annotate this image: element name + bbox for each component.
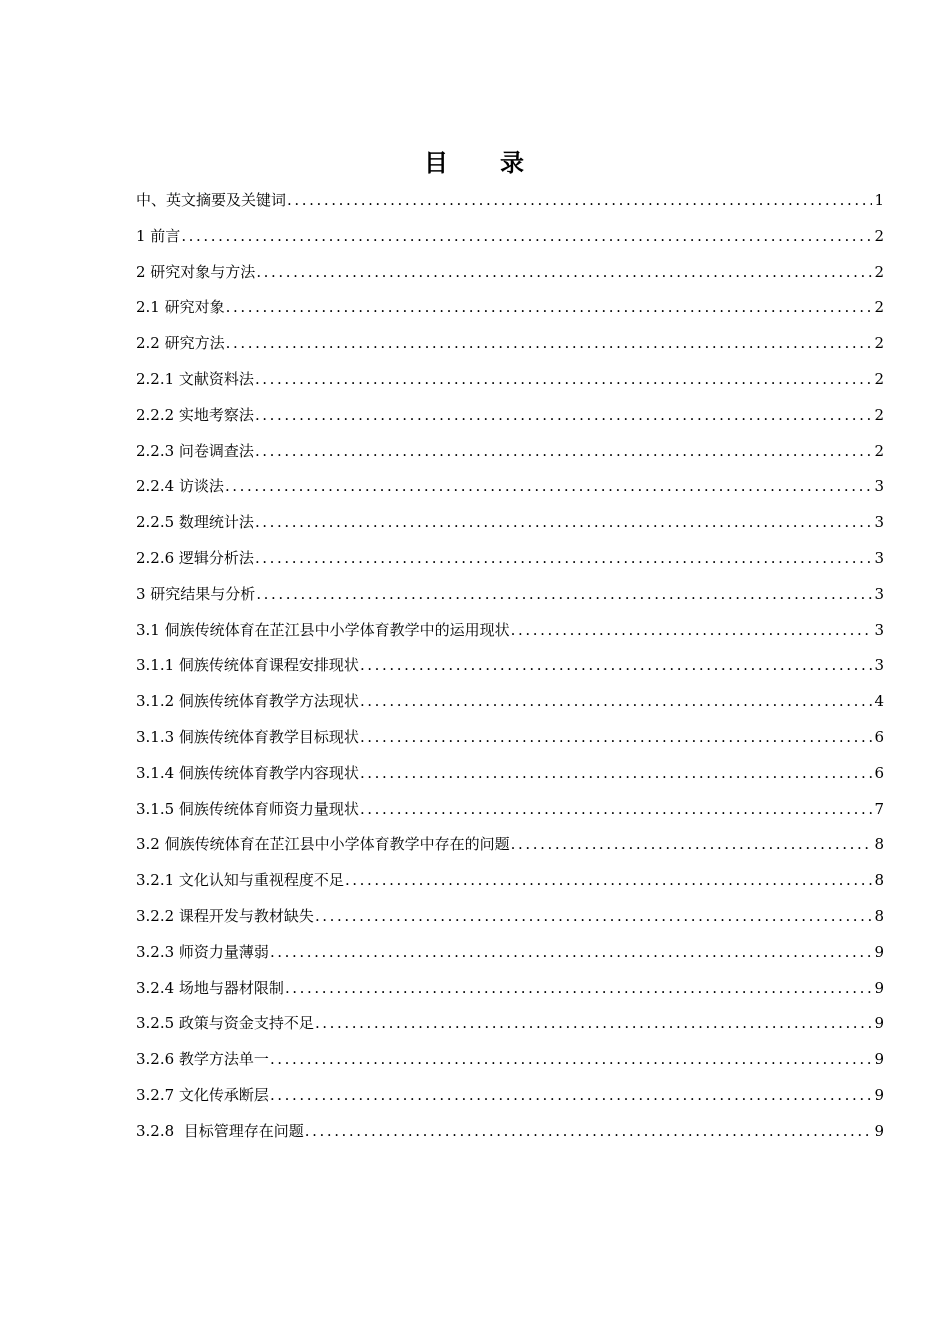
toc-entry-page: 3: [874, 477, 884, 496]
toc-entry-page: 8: [874, 871, 884, 890]
toc-entry[interactable]: [136, 720, 884, 756]
toc-entry[interactable]: [136, 398, 884, 434]
toc-entry-page: 7: [874, 799, 884, 818]
toc-dot-leader: [226, 290, 873, 326]
toc-dot-leader: [256, 255, 872, 291]
toc-entry[interactable]: [136, 613, 884, 649]
toc-dot-leader: [511, 827, 873, 863]
toc-entry[interactable]: [136, 326, 884, 362]
toc-dot-leader: [360, 792, 873, 828]
toc-entry-label: 3.2.5 政策与资金支持不足: [136, 1014, 314, 1033]
toc-entry-page: 8: [874, 835, 884, 854]
toc-entry[interactable]: [136, 648, 884, 684]
toc-entry-label: 3.2 侗族传统体育在芷江县中小学体育教学中存在的问题: [136, 835, 510, 854]
toc-entry[interactable]: [136, 362, 884, 398]
toc-entry-page: 2: [874, 334, 884, 353]
toc-entry-label: 1 前言: [136, 226, 181, 245]
toc-entry-page: 9: [874, 1050, 884, 1069]
toc-dot-leader: [305, 1114, 873, 1150]
toc-entry[interactable]: [136, 577, 884, 613]
toc-dot-leader: [315, 899, 873, 935]
toc-entry-page: 9: [874, 942, 884, 961]
toc-entry-page: 9: [874, 1121, 884, 1140]
toc-entry-page: 2: [874, 441, 884, 460]
toc-dot-leader: [255, 505, 873, 541]
toc-entry-page: 6: [874, 727, 884, 746]
toc-entry[interactable]: [136, 219, 884, 255]
toc-list: [136, 183, 884, 1150]
toc-entry[interactable]: [136, 827, 884, 863]
toc-entry[interactable]: [136, 1006, 884, 1042]
toc-dot-leader: [270, 1042, 873, 1078]
toc-entry-page: 2: [874, 369, 884, 388]
toc-entry-label: 3.1.4 侗族传统体育教学内容现状: [136, 763, 359, 782]
toc-dot-leader: [360, 756, 873, 792]
toc-entry-label: 3.1.3 侗族传统体育教学目标现状: [136, 727, 359, 746]
toc-entry-label: 3 研究结果与分析: [136, 584, 256, 603]
toc-dot-leader: [256, 577, 872, 613]
toc-dot-leader: [360, 720, 873, 756]
toc-dot-leader: [255, 434, 873, 470]
toc-entry-label: 3.1 侗族传统体育在芷江县中小学体育教学中的运用现状: [136, 620, 510, 639]
toc-dot-leader: [360, 684, 873, 720]
toc-dot-leader: [315, 1006, 873, 1042]
toc-title-char-1: 目: [424, 149, 450, 177]
toc-dot-leader: [270, 1078, 873, 1114]
toc-entry-page: 9: [874, 978, 884, 997]
toc-entry[interactable]: [136, 971, 884, 1007]
toc-entry-label: 3.1.5 侗族传统体育师资力量现状: [136, 799, 359, 818]
toc-entry-page: 8: [874, 906, 884, 925]
toc-entry[interactable]: [136, 1042, 884, 1078]
toc-entry-page: 6: [874, 763, 884, 782]
toc-entry-label: 2.2.6 逻辑分析法: [136, 548, 254, 567]
toc-dot-leader: [511, 613, 873, 649]
toc-entry[interactable]: [136, 684, 884, 720]
toc-entry-label: 3.2.2 课程开发与教材缺失: [136, 906, 314, 925]
toc-entry[interactable]: [136, 756, 884, 792]
toc-dot-leader: [285, 971, 873, 1007]
toc-entry[interactable]: [136, 505, 884, 541]
toc-entry-label: 2.2.2 实地考察法: [136, 405, 254, 424]
toc-entry-page: 3: [874, 584, 884, 603]
toc-entry[interactable]: [136, 290, 884, 326]
toc-dot-leader: [345, 863, 873, 899]
toc-entry[interactable]: [136, 792, 884, 828]
toc-dot-leader: [255, 362, 873, 398]
toc-dot-leader: [181, 219, 872, 255]
toc-entry-label: 3.2.1 文化认知与重视程度不足: [136, 871, 344, 890]
toc-entry[interactable]: [136, 183, 884, 219]
toc-entry-label: 3.1.1 侗族传统体育课程安排现状: [136, 656, 359, 675]
toc-entry-page: 2: [874, 262, 884, 281]
toc-title: [0, 146, 950, 180]
toc-dot-leader: [225, 469, 873, 505]
toc-entry-page: 3: [874, 548, 884, 567]
toc-entry-label: 中、英文摘要及关键词: [136, 191, 287, 209]
toc-entry-label: 3.2.6 教学方法单一: [136, 1050, 269, 1069]
toc-dot-leader: [226, 326, 873, 362]
toc-dot-leader: [287, 183, 872, 219]
toc-entry[interactable]: [136, 1114, 884, 1150]
toc-entry-label: 3.2.8 目标管理存在问题: [136, 1121, 304, 1140]
toc-entry-page: 9: [874, 1014, 884, 1033]
toc-entry-label: 2.2 研究方法: [136, 334, 225, 353]
toc-dot-leader: [360, 648, 873, 684]
toc-entry[interactable]: [136, 434, 884, 470]
toc-entry[interactable]: [136, 899, 884, 935]
toc-entry-label: 2.2.5 数理统计法: [136, 513, 254, 532]
toc-dot-leader: [255, 398, 873, 434]
toc-entry-page: 2: [874, 405, 884, 424]
toc-entry-label: 2 研究对象与方法: [136, 262, 256, 281]
toc-entry-page: 4: [874, 692, 884, 711]
toc-entry-page: 9: [874, 1085, 884, 1104]
toc-entry-label: 3.2.4 场地与器材限制: [136, 978, 284, 997]
toc-entry-label: 3.2.7 文化传承断层: [136, 1085, 269, 1104]
toc-entry-page: 3: [874, 620, 884, 639]
toc-entry[interactable]: [136, 541, 884, 577]
toc-entry-label: 2.2.1 文献资料法: [136, 369, 254, 388]
toc-dot-leader: [270, 935, 873, 971]
toc-entry-page: 3: [874, 656, 884, 675]
toc-entry[interactable]: [136, 935, 884, 971]
toc-entry-label: 2.1 研究对象: [136, 298, 225, 317]
toc-title-char-2: 录: [500, 149, 526, 177]
toc-entry[interactable]: [136, 255, 884, 291]
toc-entry-page: 2: [874, 226, 884, 245]
toc-entry[interactable]: [136, 469, 884, 505]
toc-entry-page: 1: [874, 191, 884, 209]
toc-entry-label: 3.1.2 侗族传统体育教学方法现状: [136, 692, 359, 711]
toc-entry-label: 2.2.4 访谈法: [136, 477, 224, 496]
toc-entry[interactable]: [136, 863, 884, 899]
toc-dot-leader: [255, 541, 873, 577]
toc-entry-label: 2.2.3 问卷调查法: [136, 441, 254, 460]
toc-entry[interactable]: [136, 1078, 884, 1114]
toc-entry-label: 3.2.3 师资力量薄弱: [136, 942, 269, 961]
toc-entry-page: 2: [874, 298, 884, 317]
toc-entry-page: 3: [874, 513, 884, 532]
